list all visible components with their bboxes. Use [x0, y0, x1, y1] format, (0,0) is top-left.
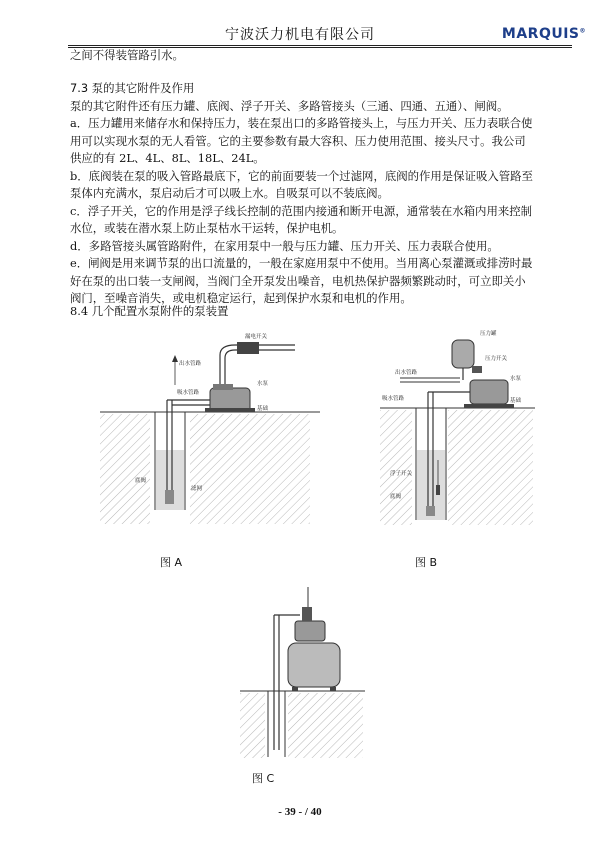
figure-c-drawing	[230, 585, 370, 765]
paragraph-e-line3: 阀门，至噪音消失，或电机稳定运行，起到保护水泵和电机的作用。	[70, 291, 412, 305]
label-filter: 滤网	[191, 486, 203, 492]
document-body	[70, 47, 570, 65]
text-line: 之间不得装管路引水。	[70, 48, 184, 62]
figure-b	[360, 320, 540, 530]
figure-b-drawing	[360, 320, 540, 530]
paragraph-a-line1: a．压力罐用来储存水和保持压力，装在泵出口的多路管接头上，与压力开关、压力表联合使	[70, 116, 533, 130]
section-title: 7.3 泵的其它附件及作用	[70, 81, 195, 95]
label-float: 浮子开关	[390, 471, 413, 477]
label-foot-valve: 底阀	[135, 478, 147, 484]
label-pump: 水泵	[510, 376, 522, 382]
page-number: - 39 - / 40	[278, 806, 322, 818]
section-8-4-title: 8.4 几个配置水泵附件的泵装置	[70, 304, 229, 318]
paragraph-b-line2: 泵体内充满水，泵启动后才可以吸上水。自吸泵可以不装底阀。	[70, 186, 389, 200]
label-pump: 水泵	[257, 381, 269, 387]
figure-a	[95, 330, 325, 530]
label-outlet: 出水管路	[179, 361, 202, 367]
label-inlet: 吸水管路	[177, 390, 200, 396]
label-pressure-switch: 压力开关	[485, 356, 508, 362]
header-rule	[68, 45, 572, 46]
paragraph-c-line2: 水位，或装在潜水泵上防止泵枯水干运转，保护电机。	[70, 221, 344, 235]
label-inlet: 吸水管路	[382, 396, 405, 402]
label-outlet: 出水管路	[395, 370, 418, 376]
paragraph-e-line1: e．闸阀是用来调节泵的出口流量的，一般在家庭用泵中不使用。当用离心泵灌溉或排涝时最	[70, 256, 533, 270]
label-base: 基础	[510, 398, 522, 404]
paragraph-a-line2: 用可以实现水泵的无人看管。它的主要参数有最大容积、压力使用范围、接头尺寸。我公司	[70, 133, 526, 148]
caption-figure-b: 图 B	[415, 556, 438, 569]
paragraph-e-line2: 好在泵的出口装一支闸阀，当阀门全开泵发出噪音，电机热保护器频繁跳动时，可立即关小	[70, 273, 526, 288]
paragraph-b-line1: b．底阀装在泵的吸入管路最底下，它的前面要装一个过滤网，底阀的作用是保证吸入管路至	[70, 168, 533, 183]
label-tank: 压力罐	[480, 331, 497, 337]
label-base: 基础	[257, 406, 269, 412]
label-switch: 漏电开关	[245, 334, 268, 340]
section-7-3	[70, 80, 570, 308]
figure-a-drawing	[95, 330, 325, 530]
company-name: 宁波沃力机电有限公司	[225, 27, 375, 43]
paragraph-a-line3: 供应的有 2L、4L、8L、18L、24L。	[70, 151, 265, 165]
paragraph-d-line1: d．多路管接头属管路附件，在家用泵中一般与压力罐、压力开关、压力表联合使用。	[70, 238, 499, 253]
brand-logo: MARQUIS®	[501, 26, 586, 42]
paragraph-c-line1: c．浮子开关，它的作用是浮子线长控制的范围内接通和断开电源，通常装在水箱内用来控制	[70, 203, 533, 218]
caption-figure-a: 图 A	[160, 556, 183, 569]
label-foot-valve: 底阀	[390, 494, 402, 500]
figure-c	[230, 585, 370, 765]
caption-figure-c: 图 C	[252, 772, 275, 785]
paragraph-intro: 泵的其它附件还有压力罐、底阀、浮子开关、多路管接头（三通、四通、五通）、闸阀。	[70, 98, 509, 113]
